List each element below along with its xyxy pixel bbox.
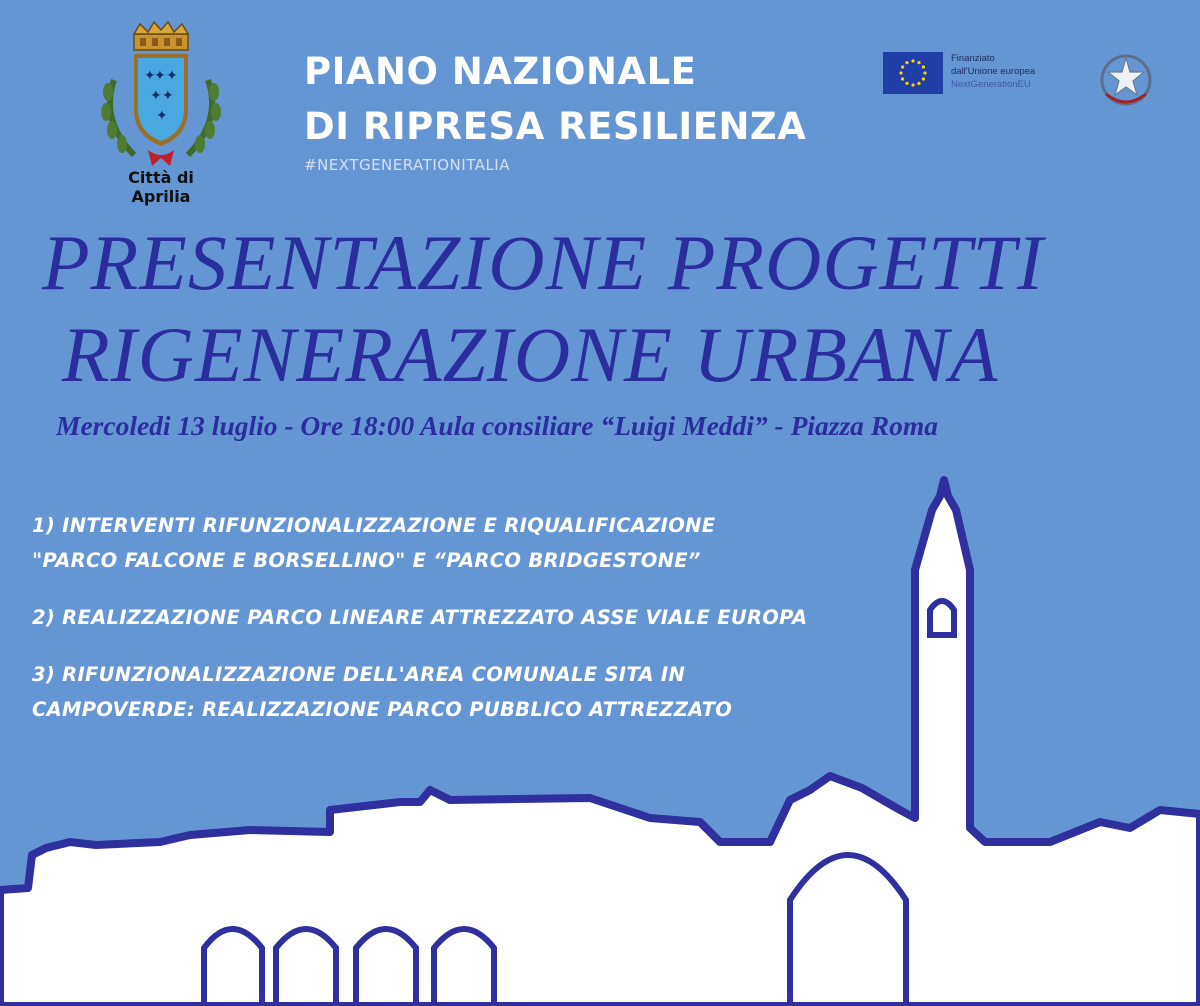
svg-text:✦: ✦ (150, 88, 162, 104)
crest-icon (96, 20, 226, 170)
svg-text:✦: ✦ (154, 68, 166, 84)
project-item (32, 600, 932, 635)
project-item-line: 1) INTERVENTI RIFUNZIONALIZZAZIONE E RIQUALIFICAZIONE (32, 514, 716, 537)
title-line1: PRESENTAZIONE PROGETTI (42, 219, 1045, 306)
program-title (304, 44, 806, 174)
program-title-line1: PIANO NAZIONALE (304, 50, 697, 93)
project-list (32, 508, 932, 727)
project-item (32, 657, 932, 727)
event-details: Mercoledi 13 luglio - Ore 18:00 Aula consiliare “Luigi Meddi” - Piazza Roma (56, 410, 939, 441)
project-item (32, 508, 932, 578)
eu-text-line1: Finanziato (951, 53, 995, 64)
project-item-line: CAMPOVERDE: REALIZZAZIONE PARCO PUBBLICO ATTREZZATO (32, 698, 733, 721)
project-item-line: "PARCO FALCONE E BORSELLINO" E “PARCO BRIDGESTONE” (32, 549, 701, 572)
title-line2: RIGENERAZIONE URBANA (62, 311, 999, 398)
eu-flag-icon (883, 52, 943, 94)
svg-text:✦: ✦ (156, 108, 168, 124)
program-title-line2: DI RIPRESA RESILIENZA (304, 105, 807, 148)
eu-funding-logo (883, 52, 1073, 96)
italian-republic-emblem-icon (1096, 50, 1156, 114)
eu-text-line3: NextGenerationEU (951, 79, 1031, 90)
svg-text:✦: ✦ (144, 68, 156, 84)
project-item-line: 2) REALIZZAZIONE PARCO LINEARE ATTREZZATO ASSE VIALE EUROPA (32, 606, 808, 629)
svg-text:✦: ✦ (166, 68, 178, 84)
svg-text:✦: ✦ (162, 88, 174, 104)
city-name: Città di Aprilia (128, 168, 194, 206)
eu-text-line2: dall'Unione europea (951, 66, 1036, 77)
program-hashtag: #NEXTGENERATIONITALIA (304, 156, 510, 174)
project-item-line: 3) RIFUNZIONALIZZAZIONE DELL'AREA COMUNALE SITA IN (32, 663, 686, 686)
city-logo (96, 20, 226, 206)
